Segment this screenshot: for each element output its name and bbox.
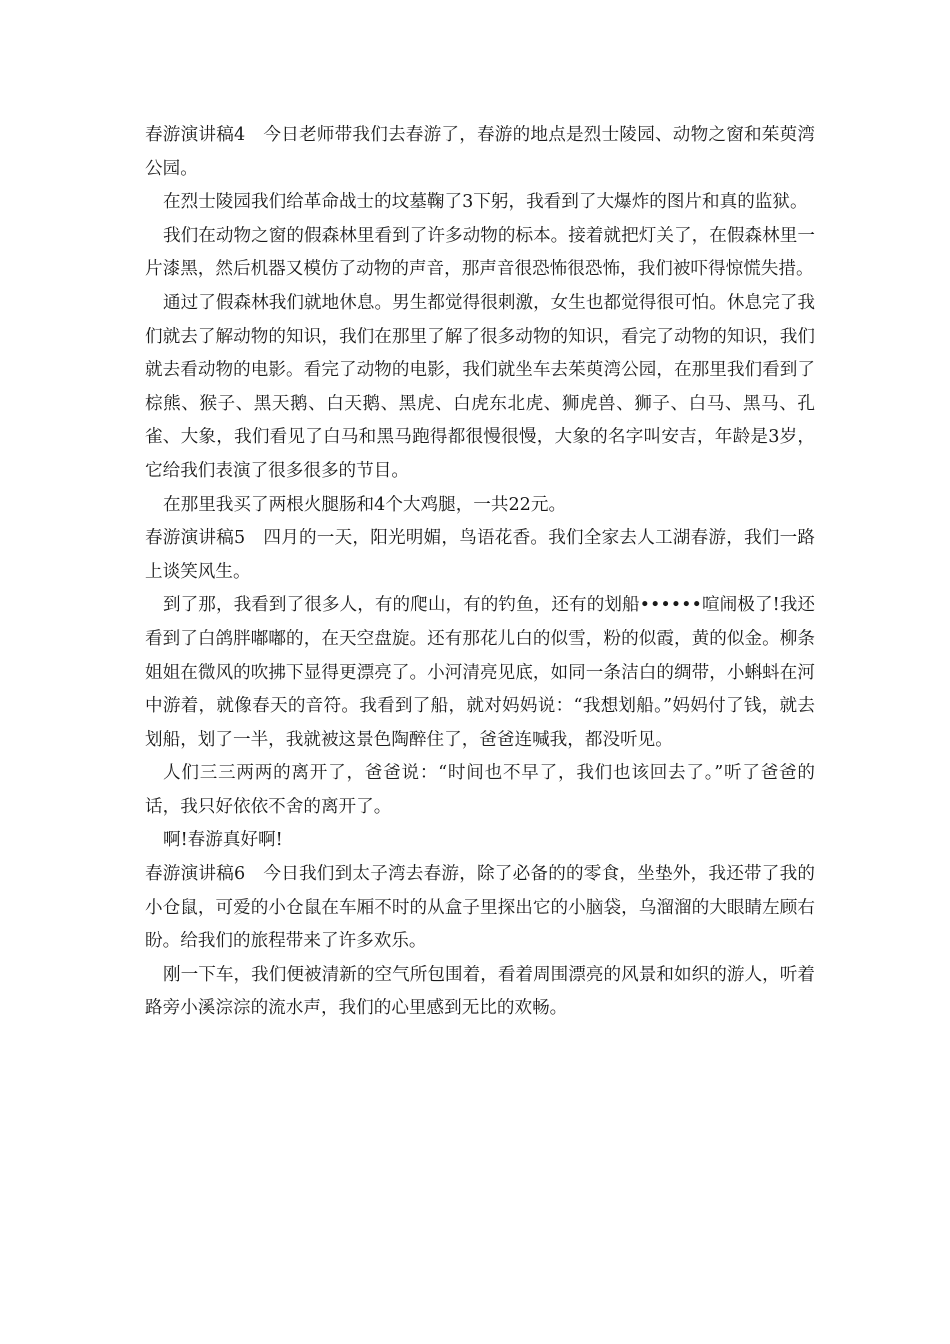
section-6-intro-paragraph [145, 858, 815, 959]
section-5-intro-paragraph [145, 522, 815, 589]
section-4-paragraph-3: 我们在动物之窗的假森林里看到了许多动物的标本。接着就把灯关了，在假森林里一片漆黑，然后机器又模仿了动物的声音，那声音很恐怖很恐怖，我们被吓得惊慌失措。 [145, 225, 815, 280]
section-4-paragraph-1: 今日老师带我们去春游了，春游的地点是烈士陵园、动物之窗和茱萸湾公园。 [145, 125, 815, 179]
section-6-paragraph-2: 刚一下车，我们便被清新的空气所包围着，看着周围漂亮的风景和如织的游人，听着路旁小溪淙淙的流水声，我们的心里感到无比的欢畅。 [145, 964, 815, 1019]
section-6-heading: 春游演讲稿6 [145, 864, 246, 885]
section-4-paragraph-4: 通过了假森林我们就地休息。男生都觉得很刺激，女生也都觉得很可怕。休息完了我们就去了解动物的知识，我们在那里了解了很多动物的知识，看完了动物的知识，我们就去看动物的电影。看完了动物的电影，我们就坐车去茱萸湾公园，在那里我们看到了棕熊、猴子、黑天鹅、白天鹅、黑虎、白虎东北虎、狮虎兽、狮子、白马、黑马、孔雀、大象，我们看见了白马和黑马跑得都很慢很慢，大象的名字叫安吉，年龄是3岁，它给我们表演了很多很多的节目。 [145, 292, 815, 481]
section-5-paragraph-4: 啊!春游真好啊! [163, 830, 283, 851]
section-5-paragraph-1: 四月的一天，阳光明媚，鸟语花香。我们全家去人工湖春游，我们一路上谈笑风生。 [145, 528, 815, 582]
section-6-paragraph-1: 今日我们到太子湾去春游，除了必备的的零食，坐垫外，我还带了我的小仓鼠，可爱的小仓鼠在车厢不时的从盒子里探出它的小脑袋，乌溜溜的大眼睛左顾右盼。给我们的旅程带来了许多欢乐。 [145, 864, 815, 952]
section-4-paragraph-5: 在那里我买了两根火腿肠和4个大鸡腿，一共22元。 [163, 494, 567, 515]
section-5-heading: 春游演讲稿5 [145, 528, 246, 549]
section-4-heading: 春游演讲稿4 [145, 125, 246, 145]
section-4-paragraph-2: 在烈士陵园我们给革命战士的坟墓鞠了3下躬，我看到了大爆炸的图片和真的监狱。 [163, 192, 808, 213]
section-4-intro-paragraph [145, 119, 815, 186]
section-5-paragraph-2: 到了那，我看到了很多人，有的爬山，有的钓鱼，还有的划船••••••喧闹极了!我还看到了白鸽胖嘟嘟的，在天空盘旋。还有那花儿白的似雪，粉的似霞，黄的似金。柳条姐姐在微风的吹拂下显得更漂亮了。小河清亮见底，如同一条洁白的绸带，小蝌蚪在河中游着，就像春天的音符。我看到了船，就对妈妈说：“我想划船。”妈妈付了钱，就去划船，划了一半，我就被这景色陶醉住了，爸爸连喊我，都没听见。 [145, 595, 815, 750]
section-5-paragraph-3: 人们三三两两的离开了，爸爸说：“时间也不早了，我们也该回去了。”听了爸爸的话，我只好依依不舍的离开了。 [145, 763, 815, 817]
document-page [145, 119, 815, 1026]
